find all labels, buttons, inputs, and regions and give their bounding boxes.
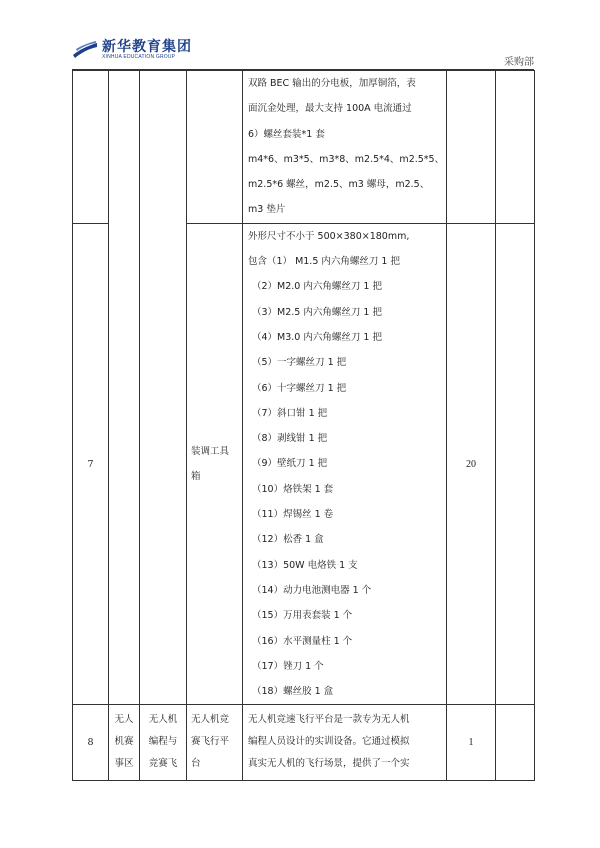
spec-line: （8）剥线钳 1 把 xyxy=(252,433,328,445)
item-name-line: 无人机竞 xyxy=(191,714,230,726)
course-line: 竞赛飞 xyxy=(148,758,178,770)
spec-line: 包含（1） M1.5 内六角螺丝刀 1 把 xyxy=(248,256,400,268)
spec-line: （9）壁纸刀 1 把 xyxy=(252,458,328,470)
spec-line: （5）一字螺丝刀 1 把 xyxy=(252,357,347,369)
spec-line: （18）螺丝胶 1 盒 xyxy=(252,686,334,698)
procurement-table xyxy=(72,70,535,781)
area-line: 无人 xyxy=(114,714,134,726)
cell-course-merged xyxy=(140,71,187,705)
item-name-line: 台 xyxy=(191,758,201,770)
spec-line: 无人机竞速飞行平台是一款专为无人机 xyxy=(248,714,410,726)
spec-line: （4）M3.0 内六角螺丝刀 1 把 xyxy=(252,331,382,343)
cell-note xyxy=(496,223,535,705)
area-line: 事区 xyxy=(114,758,134,770)
spec-line: （3）M2.5 内六角螺丝刀 1 把 xyxy=(252,306,382,318)
logo-chinese-name: 新华教育集团 xyxy=(102,39,192,55)
item-name-line: 赛飞行平 xyxy=(191,736,230,748)
company-logo xyxy=(72,40,192,60)
spec-line: （15）万用表套装 1 个 xyxy=(252,610,353,622)
spec-line: （12）松香 1 盒 xyxy=(252,534,324,546)
spec-line: （16）水平测量柱 1 个 xyxy=(252,635,353,647)
spec-line: 面沉金处理，最大支持 100A 电流通过 xyxy=(248,103,412,115)
cell-qty-empty xyxy=(447,71,496,224)
area-line: 机赛 xyxy=(114,736,134,748)
cell-note xyxy=(496,705,535,781)
course-line: 编程与 xyxy=(148,736,178,748)
table-row-continuation xyxy=(73,71,535,224)
spec-line: （2）M2.0 内六角螺丝刀 1 把 xyxy=(252,281,382,293)
spec-line: （6）十字螺丝刀 1 把 xyxy=(252,382,347,394)
logo-english-name: XINHUA EDUCATION GROUP xyxy=(102,54,176,60)
cell-name-empty xyxy=(187,71,243,224)
spec-line: 外形尺寸不小于 500×380×180mm, xyxy=(248,230,410,242)
cell-area xyxy=(109,705,140,781)
spec-line: 双路 BEC 输出的分电板，加厚铜箔，表 xyxy=(248,78,416,89)
logo-mark-icon xyxy=(72,41,98,59)
course-line: 无人机 xyxy=(148,714,178,726)
cell-item-name xyxy=(187,223,243,705)
cell-area-merged xyxy=(109,71,140,705)
spec-line: 编程人员设计的实训设备。它通过模拟 xyxy=(248,736,410,748)
item-name-line: 装调工具 xyxy=(191,446,230,458)
cell-note-empty xyxy=(496,71,535,224)
spec-line: m4*6、m3*5、m3*8、m2.5*4、m2.5*5、 xyxy=(248,153,445,165)
spec-line: （10）烙铁架 1 套 xyxy=(252,483,334,495)
spec-line: 真实无人机的飞行场景，提供了一个实 xyxy=(248,758,410,770)
spec-line: （14）动力电池测电器 1 个 xyxy=(252,584,372,596)
department-label: 采购部 xyxy=(504,57,534,68)
cell-no: 7 xyxy=(73,223,109,705)
cell-qty: 1 xyxy=(447,705,496,781)
spec-line: m2.5*6 螺丝，m2.5、m3 螺母，m2.5、 xyxy=(248,179,430,191)
spec-line: m3 垫片 xyxy=(248,204,286,216)
cell-item-name xyxy=(187,705,243,781)
cell-course xyxy=(140,705,187,781)
spec-line: （7）斜口钳 1 把 xyxy=(252,407,328,419)
spec-line: （17）锉刀 1 个 xyxy=(252,660,324,672)
page-header xyxy=(72,40,534,70)
table-row-8 xyxy=(73,705,535,781)
cell-qty: 20 xyxy=(447,223,496,705)
item-name-line: 箱 xyxy=(191,471,201,483)
spec-line: 6）螺丝套装*1 套 xyxy=(248,128,325,140)
spec-line: （11）焊锡丝 1 卷 xyxy=(252,509,334,521)
cell-no: 8 xyxy=(73,705,109,781)
cell-no-empty xyxy=(73,71,109,224)
spec-line: （13）50W 电烙铁 1 支 xyxy=(252,559,358,571)
cell-spec xyxy=(243,223,447,705)
cell-spec-continuation xyxy=(243,71,447,224)
cell-spec xyxy=(243,705,447,781)
